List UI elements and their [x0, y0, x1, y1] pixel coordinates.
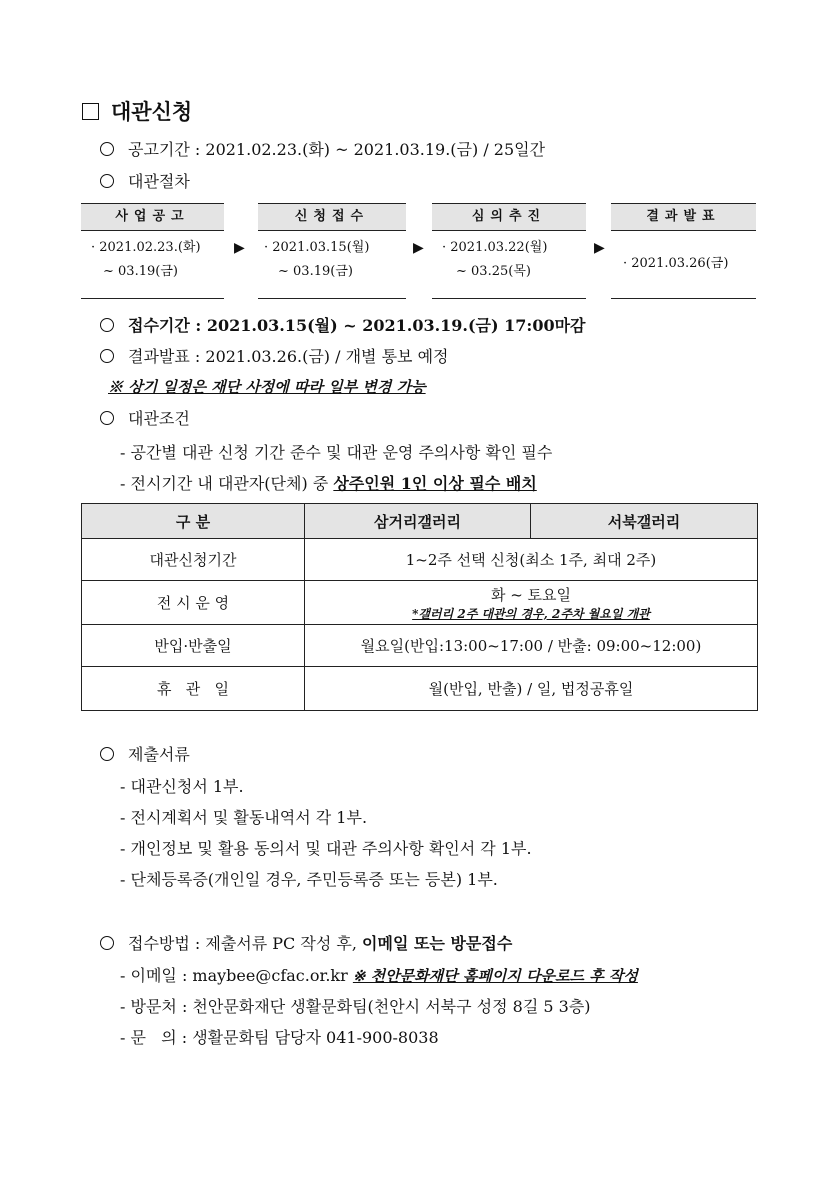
step-head-2: 신청접수	[258, 203, 406, 231]
table-row	[82, 539, 758, 581]
circle-bullet-icon	[100, 411, 114, 425]
procedure-label: 대관절차	[128, 172, 190, 191]
table-row-value: 화 ~ 토요일	[490, 585, 572, 604]
documents-label: 제출서류	[128, 745, 190, 764]
email-line	[120, 963, 638, 986]
table-row-label: 반입·반출일	[82, 625, 305, 667]
step-head-3: 심의추진	[432, 203, 586, 231]
step-3-line2: ~ 03.25(목)	[456, 264, 531, 279]
step-head-4: 결과발표	[611, 203, 756, 231]
document-item: - 개인정보 및 활용 동의서 및 대관 주의사항 확인서 각 1부.	[120, 839, 532, 858]
document-item: - 단체등록증(개인일 경우, 주민등록증 또는 등본) 1부.	[120, 870, 498, 889]
table-header-cell: 서북갤러리	[531, 504, 758, 539]
table-row-label: 전 시 운 영	[82, 581, 305, 625]
documents-line	[100, 742, 190, 765]
step-1-line1: · 2021.02.23.(화)	[91, 240, 201, 255]
schedule-note: ※ 상기 일정은 재단 사정에 따라 일부 변경 가능	[108, 378, 426, 396]
table-row	[82, 667, 758, 711]
arrow-right-icon: ▶	[594, 240, 605, 256]
step-body-3	[432, 236, 586, 299]
step-head-1: 사업공고	[81, 203, 224, 231]
receipt-period-line	[100, 313, 586, 336]
step-2-line2: ~ 03.19(금)	[278, 264, 353, 279]
result-text: 결과발표 : 2021.03.26.(금) / 개별 통보 예정	[128, 347, 449, 366]
circle-bullet-icon	[100, 142, 114, 156]
circle-bullet-icon	[100, 174, 114, 188]
step-2-line1: · 2021.03.15(월)	[264, 240, 370, 255]
table-row-subnote: *갤러리 2주 대관의 경우, 2주차 월요일 개관	[412, 606, 650, 621]
email-note: ※ 천안문화재단 홈페이지 다운로드 후 작성	[352, 967, 638, 985]
arrow-right-icon: ▶	[234, 240, 245, 256]
table-row-value-cell	[305, 581, 758, 625]
table-header-row	[82, 504, 758, 539]
announcement-text: 공고기간 : 2021.02.23.(화) ~ 2021.03.19.(금) / 25일간	[128, 140, 546, 159]
checkbox-square-icon	[82, 103, 99, 120]
step-body-1	[81, 236, 224, 299]
table-row	[82, 581, 758, 625]
conditions-label: 대관조건	[128, 409, 190, 428]
table-row-label: 대관신청기간	[82, 539, 305, 581]
visit-line: - 방문처 : 천안문화재단 생활문화팀(천안시 서북구 성정 8길 5 3층)	[120, 997, 591, 1016]
gallery-rules-table	[81, 503, 758, 711]
step-body-2	[258, 236, 406, 299]
table-row-value: 월(반입, 반출) / 일, 법정공휴일	[305, 667, 758, 711]
procedure-line	[100, 169, 190, 192]
contact-line: - 문 의 : 생활문화팀 담당자 041-900-8038	[120, 1028, 439, 1047]
condition-2	[120, 471, 537, 494]
step-4-line1: · 2021.03.26(금)	[623, 256, 729, 271]
document-item: - 전시계획서 및 활동내역서 각 1부.	[120, 808, 368, 827]
circle-bullet-icon	[100, 318, 114, 332]
condition-1: - 공간별 대관 신청 기간 준수 및 대관 운영 주의사항 확인 필수	[120, 443, 553, 462]
circle-bullet-icon	[100, 936, 114, 950]
title-text: 대관신청	[111, 99, 193, 124]
method-bold: 이메일 또는 방문접수	[362, 934, 513, 953]
circle-bullet-icon	[100, 349, 114, 363]
method-prefix: 접수방법 : 제출서류 PC 작성 후,	[128, 934, 363, 953]
step-body-4	[611, 236, 756, 299]
section-title	[82, 96, 192, 126]
email-text: - 이메일 : maybee@cfac.or.kr	[120, 966, 353, 985]
arrow-right-icon: ▶	[413, 240, 424, 256]
table-row	[82, 625, 758, 667]
table-row-label: 휴 관 일	[82, 667, 305, 711]
announcement-line	[100, 137, 545, 160]
step-3-line1: · 2021.03.22(월)	[442, 240, 548, 255]
table-row-value: 월요일(반입:13:00~17:00 / 반출: 09:00~12:00)	[305, 625, 758, 667]
table-header-cell: 구 분	[82, 504, 305, 539]
condition-2-prefix: - 전시기간 내 대관자(단체) 중	[120, 474, 334, 493]
table-header-cell: 삼거리갤러리	[305, 504, 531, 539]
table-row-value: 1~2주 선택 신청(최소 1주, 최대 2주)	[305, 539, 758, 581]
result-line	[100, 344, 449, 367]
conditions-line	[100, 406, 190, 429]
receipt-period-text: 접수기간 : 2021.03.15(월) ~ 2021.03.19.(금) 17:00마감	[128, 316, 586, 335]
document-item: - 대관신청서 1부.	[120, 777, 244, 796]
circle-bullet-icon	[100, 747, 114, 761]
condition-2-highlight: 상주인원 1인 이상 필수 배치	[333, 474, 537, 493]
method-line	[100, 931, 512, 954]
step-1-line2: ~ 03.19(금)	[103, 264, 178, 279]
